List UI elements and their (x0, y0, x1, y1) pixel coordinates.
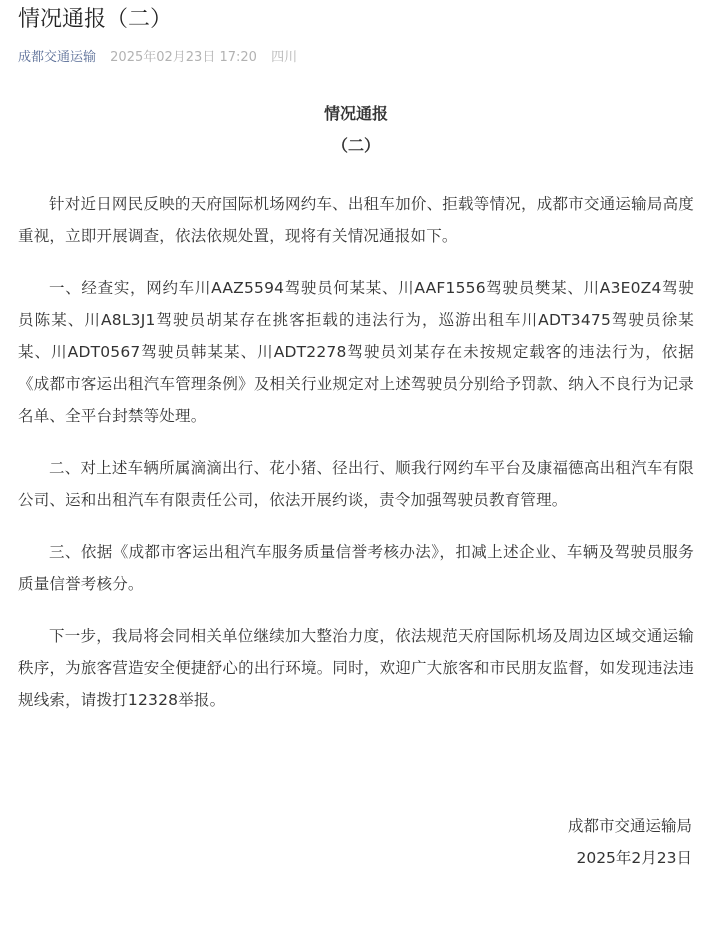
paragraph-item-2: 二、对上述车辆所属滴滴出行、花小猪、径出行、顺我行网约车平台及康福德高出租汽车有限公司、运和出租汽车有限责任公司，依法开展约谈，责令加强驾驶员教育管理。 (18, 459, 694, 509)
signoff-date: 2025年2月23日 (576, 849, 692, 867)
article-title: 情况通报（二） (18, 7, 173, 32)
paragraph-intro: 针对近日网民反映的天府国际机场网约车、出租车加价、拒载等情况，成都市交通运输局高度重视，立即开展调查，依法依规处置，现将有关情况通报如下。 (18, 195, 694, 245)
signoff-organization: 成都市交通运输局 (567, 817, 692, 835)
notice-body (18, 188, 694, 716)
notice-heading: 情况通报 (323, 104, 388, 123)
notice-subheading: （二） (331, 136, 380, 155)
paragraph-item-3: 三、依据《成都市客运出租汽车服务质量信誉考核办法》，扣减上述企业、车辆及驾驶员服务质量信誉考核分。 (18, 543, 694, 593)
paragraph-item-1: 一、经查实，网约车川AAZ5594驾驶员何某某、川AAF1556驾驶员樊某、川A3E0Z4驾驶员陈某、川A8L3J1驾驶员胡某存在挑客拒载的违法行为，巡游出租车川ADT3475驾驶员徐某某、川ADT0567驾驶员韩某某、川ADT2278驾驶员刘某存在未按规定载客的违法行为，依据《成都市客运出租汽车管理条例》及相关行业规定对上述驾驶员分别给予罚款、纳入不良行为记录名单、全平台封禁等处理。 (18, 279, 694, 425)
publish-location: 四川 (271, 50, 298, 65)
account-name-link[interactable]: 成都交通运输 (18, 50, 97, 65)
publish-time: 2025年02月23日 17:20 (110, 50, 257, 65)
signoff (568, 810, 692, 874)
article-meta (18, 48, 694, 68)
paragraph-next-steps: 下一步，我局将会同相关单位继续加大整治力度，依法规范天府国际机场及周边区域交通运输秩序，为旅客营造安全便捷舒心的出行环境。同时，欢迎广大旅客和市民朋友监督，如发现违法违规线索，请拨打12328举报。 (18, 627, 694, 709)
